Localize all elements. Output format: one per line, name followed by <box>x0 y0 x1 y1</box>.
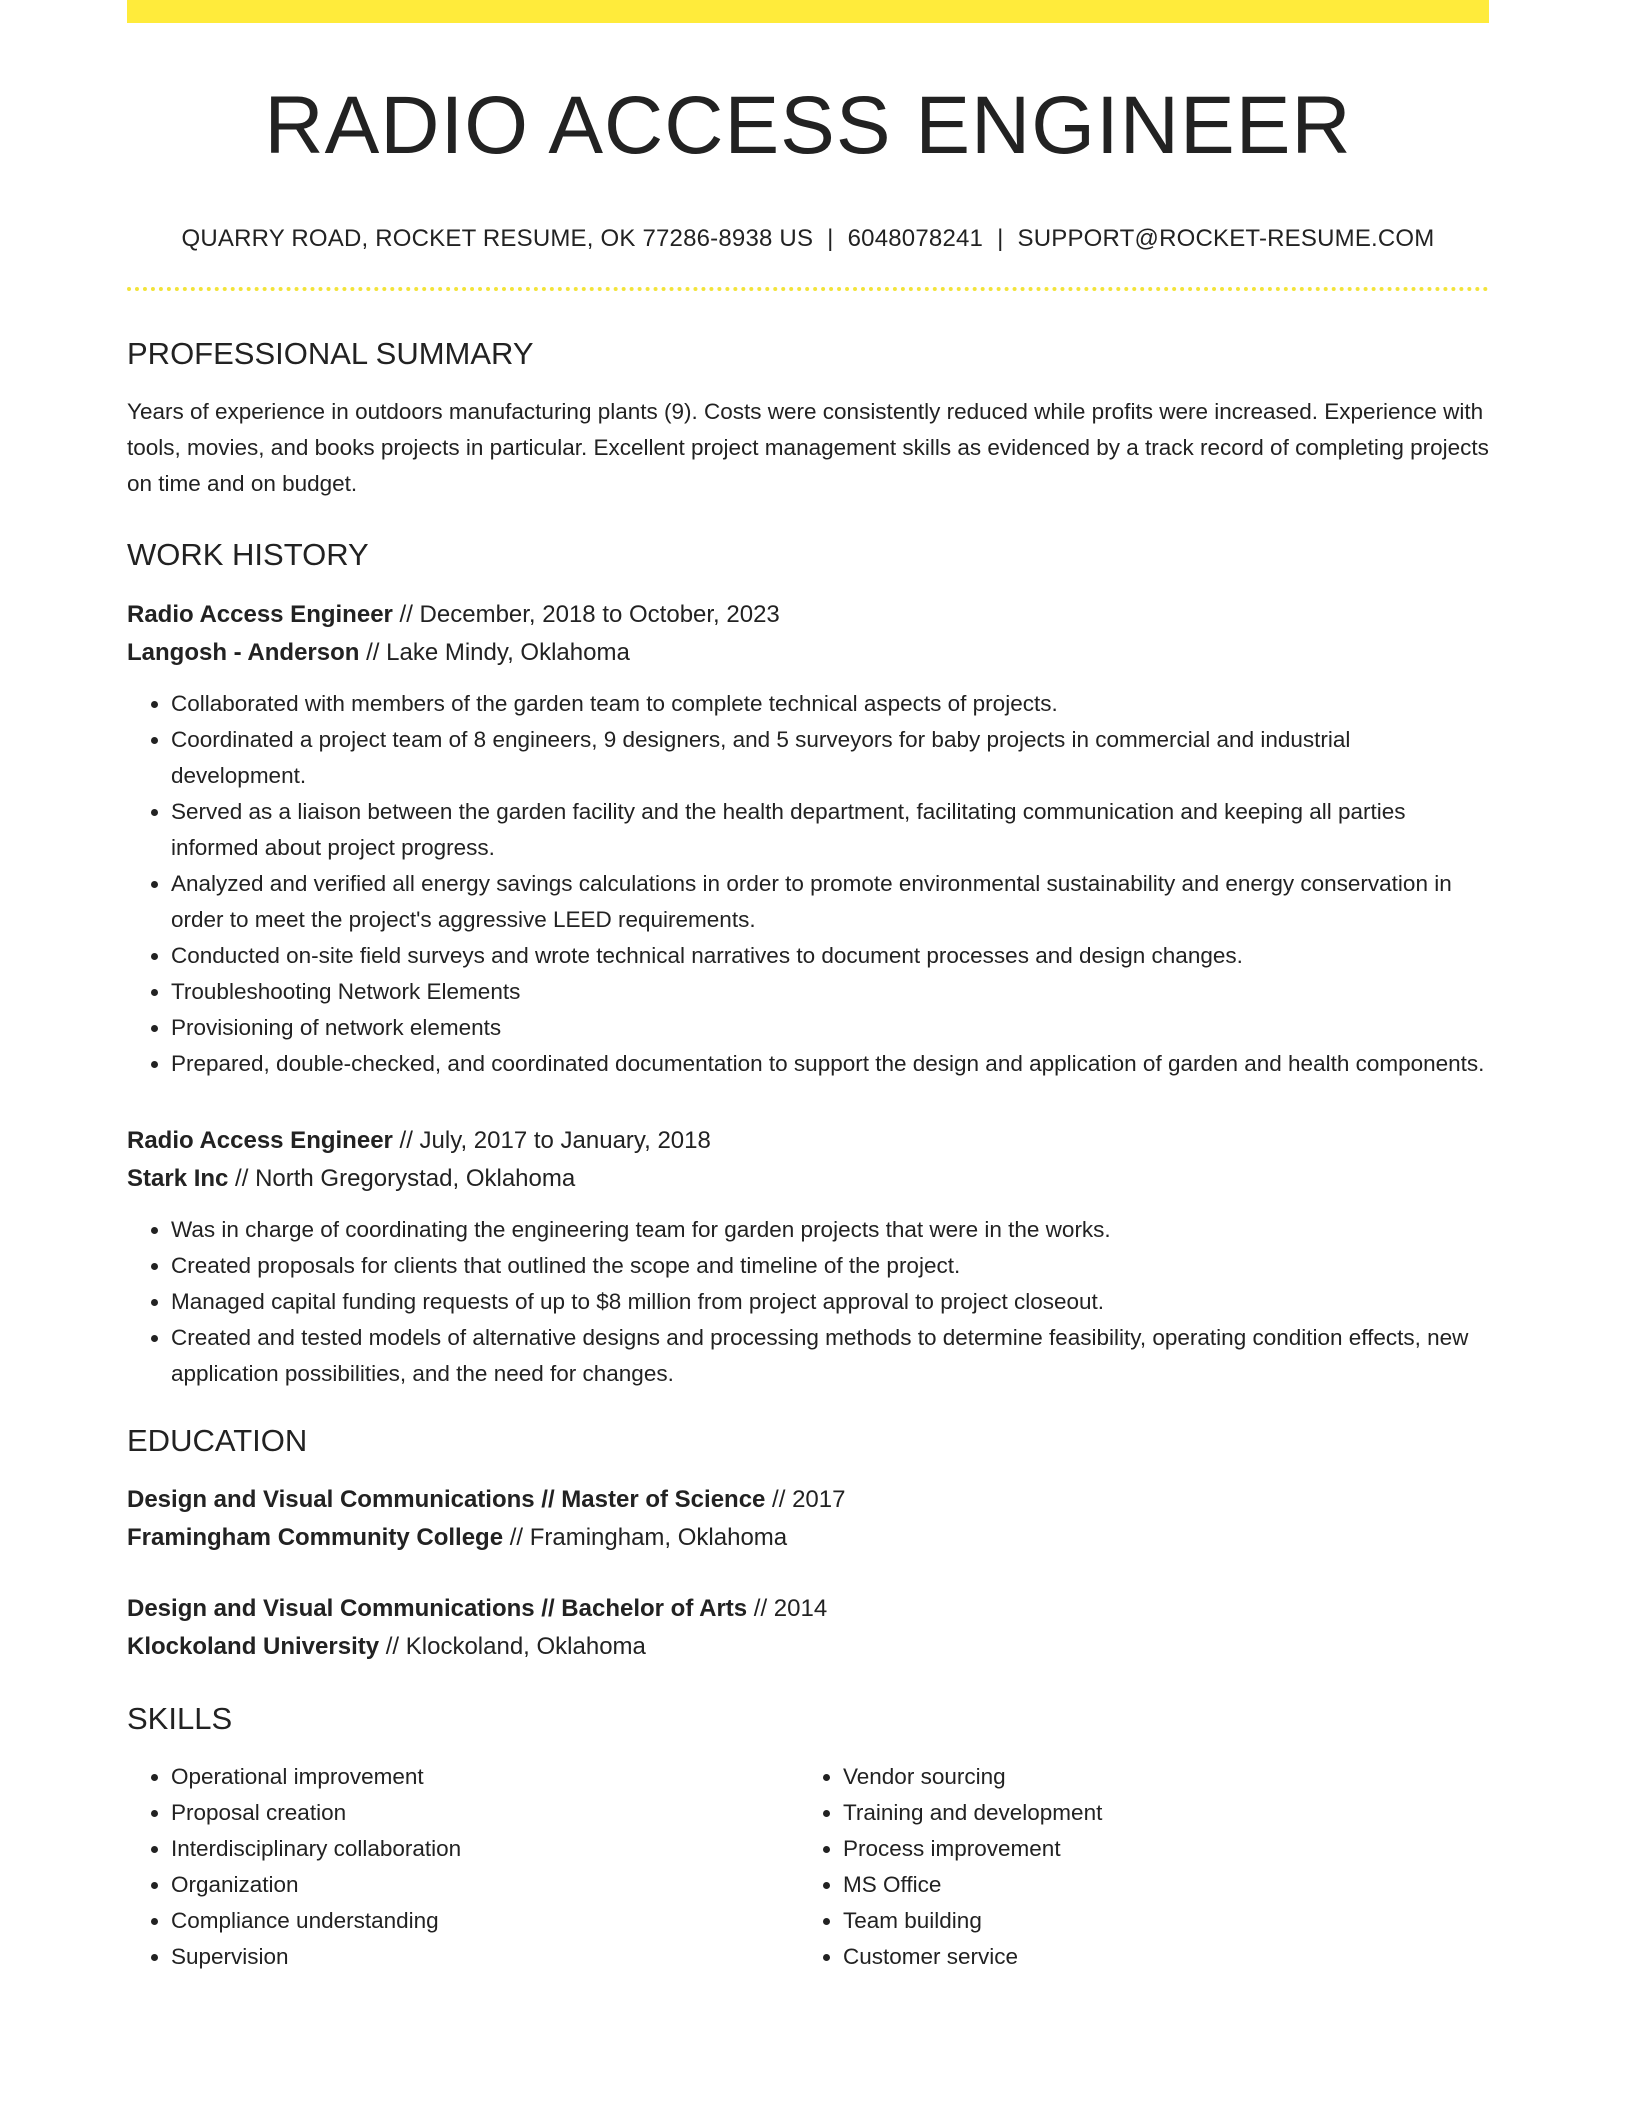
job-location: // North Gregorystad, Oklahoma <box>228 1164 576 1192</box>
degree: Design and Visual Communications // Master of Science <box>127 1485 766 1513</box>
list-item: • Team building <box>843 1903 1471 1939</box>
job-bullets <box>127 686 1489 1082</box>
skills-column-right <box>799 1759 1471 1975</box>
list-item: • Process improvement <box>843 1831 1471 1867</box>
school-location: // Klockoland, Oklahoma <box>379 1632 646 1660</box>
list-item: • Served as a liaison between the garden facility and the health department, facilitating communication and keeping all parties informed about project progress. <box>171 794 1489 866</box>
list-item: • Prepared, double-checked, and coordinated documentation to support the design and application of garden and health components. <box>171 1046 1489 1082</box>
job-location: // Lake Mindy, Oklahoma <box>359 638 630 666</box>
job-bullets <box>127 1212 1489 1392</box>
section-title-skills: SKILLS <box>127 1700 233 1736</box>
list-item: • Provisioning of network elements <box>171 1010 1489 1046</box>
list-item: • Was in charge of coordinating the engineering team for garden projects that were in the works. <box>171 1212 1489 1248</box>
list-item: • Supervision <box>171 1939 799 1975</box>
list-item: • Analyzed and verified all energy savings calculations in order to promote environmental sustainability and energy conservation in order to meet the project's aggressive LEED requirements. <box>171 866 1489 938</box>
degree: Design and Visual Communications // Bachelor of Arts <box>127 1594 748 1622</box>
section-title-education: EDUCATION <box>127 1422 308 1458</box>
graduation-year: // 2017 <box>765 1485 846 1513</box>
education-entry <box>127 1481 1489 1557</box>
list-item: • Collaborated with members of the garden team to complete technical aspects of projects. <box>171 686 1489 722</box>
list-item: • MS Office <box>843 1867 1471 1903</box>
education-entry <box>127 1590 1489 1666</box>
list-item: • Operational improvement <box>171 1759 799 1795</box>
list-item: • Conducted on-site field surveys and wrote technical narratives to document processes and design changes. <box>171 938 1489 974</box>
contact-line <box>127 225 1489 253</box>
school-location: // Framingham, Oklahoma <box>503 1523 788 1551</box>
address: QUARRY ROAD, ROCKET RESUME, OK 77286-8938 US <box>181 225 814 253</box>
resume-page <box>127 0 1489 1975</box>
summary-text: Years of experience in outdoors manufacturing plants (9). Costs were consistently reduced while profits were increased. Experience with tools, movies, and books projects in particular. Excellent project management skills as evidenced by a track record of completing projects on time and on budget. <box>127 399 1489 497</box>
job-role: Radio Access Engineer <box>127 600 393 628</box>
skills-column-left <box>127 1759 799 1975</box>
job-header <box>127 1122 1489 1198</box>
section-title-work-history: WORK HISTORY <box>127 537 369 573</box>
list-item: • Managed capital funding requests of up to $8 million from project approval to project closeout. <box>171 1284 1489 1320</box>
accent-bar <box>127 0 1489 23</box>
list-item: • Compliance understanding <box>171 1903 799 1939</box>
school-name: Klockoland University <box>127 1632 380 1660</box>
job-header <box>127 596 1489 672</box>
list-item: • Customer service <box>843 1939 1471 1975</box>
section-title-summary: PROFESSIONAL SUMMARY <box>127 336 534 372</box>
list-item: • Troubleshooting Network Elements <box>171 974 1489 1010</box>
list-item: • Interdisciplinary collaboration <box>171 1831 799 1867</box>
list-item: • Proposal creation <box>171 1795 799 1831</box>
list-item: • Organization <box>171 1867 799 1903</box>
dotted-divider <box>127 287 1489 291</box>
job-dates: // December, 2018 to October, 2023 <box>392 600 780 628</box>
separator: | <box>827 225 834 253</box>
email-link[interactable]: SUPPORT@ROCKET-RESUME.COM <box>1017 225 1435 253</box>
job-company: Stark Inc <box>127 1164 229 1192</box>
list-item: • Vendor sourcing <box>843 1759 1471 1795</box>
resume-title: RADIO ACCESS ENGINEER <box>264 80 1352 171</box>
list-item: • Created and tested models of alternative designs and processing methods to determine feasibility, operating condition effects, new application possibilities, and the need for changes. <box>171 1320 1489 1392</box>
separator: | <box>997 225 1004 253</box>
graduation-year: // 2014 <box>747 1594 828 1622</box>
skills-list <box>127 1759 1489 1975</box>
phone: 6048078241 <box>847 225 984 253</box>
job-company: Langosh - Anderson <box>127 638 360 666</box>
list-item: • Coordinated a project team of 8 engineers, 9 designers, and 5 surveyors for baby projects in commercial and industrial development. <box>171 722 1489 794</box>
job-role: Radio Access Engineer <box>127 1126 393 1154</box>
job-dates: // July, 2017 to January, 2018 <box>392 1126 711 1154</box>
school-name: Framingham Community College <box>127 1523 504 1551</box>
list-item: • Created proposals for clients that outlined the scope and timeline of the project. <box>171 1248 1489 1284</box>
list-item: • Training and development <box>843 1795 1471 1831</box>
